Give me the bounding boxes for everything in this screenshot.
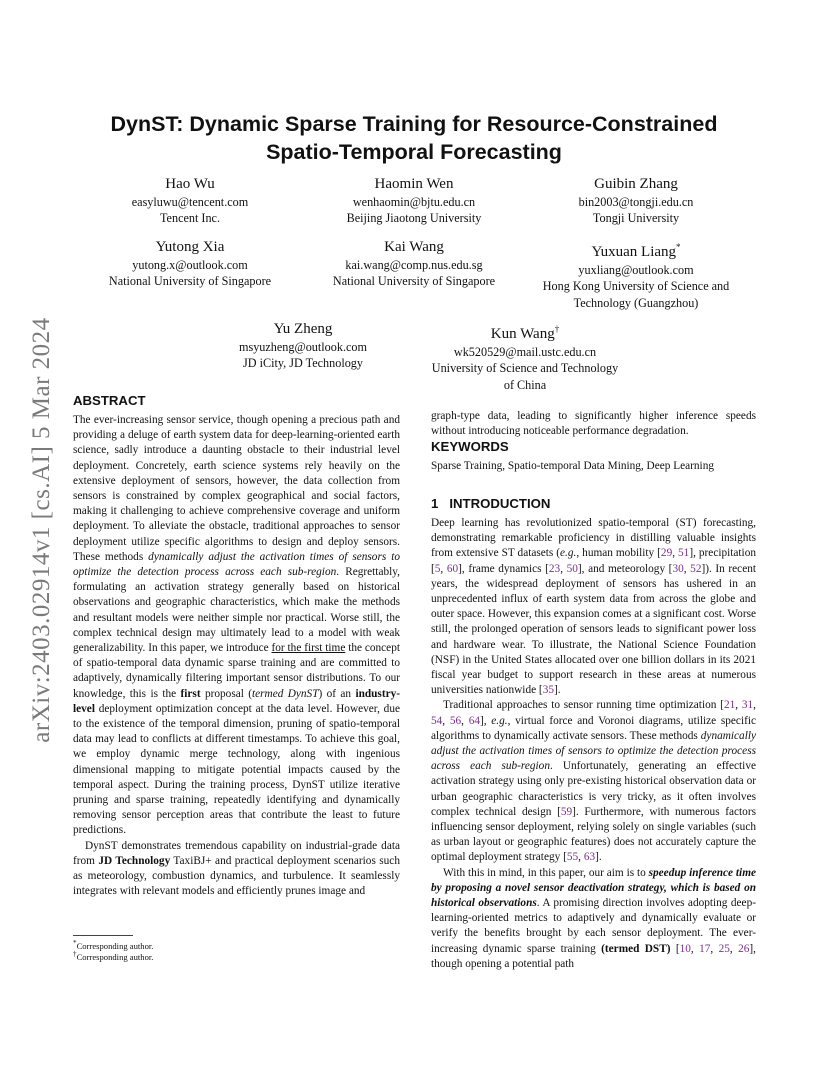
author-name: Hao Wu: [165, 176, 215, 192]
citation-link[interactable]: 52: [690, 562, 702, 575]
author-email: bin2003@tongji.edu.cn: [578, 195, 694, 209]
author-name: Haomin Wen: [374, 176, 454, 192]
abstract-body: [73, 413, 400, 900]
author-affiliation: University of Science and Technology: [431, 361, 619, 376]
abstract-heading: ABSTRACT: [73, 393, 146, 408]
citation-link[interactable]: 55: [566, 851, 579, 864]
author-email: wenhaomin@bjtu.edu.cn: [352, 195, 476, 209]
author-email: easyluwu@tencent.com: [131, 195, 249, 209]
citation-link[interactable]: 23: [548, 562, 561, 575]
abstract-paragraph-1: The ever-increasing sensor service, though opening a precious path and providing a deluge of earth system data for deep-learning-oriented earth science, sadly introduce a daunting obstacle to their industrial level deployment. Concretely, earth science systems rely heavily on the extensive deployment of sensors, however, the data collection from sensors is constrained by complex geographical and social factors, making it challenging to achieve comprehensive coverage and uniform deployment. To alleviate the obstacle, traditional approaches to sensor deployment utilize specific algorithms to design and deploy sensors. These methods dynamically adjust the activation times of sensors to optimize the detection process across each sub-region. Regrettably, formulating an activation strategy generally based on historical observations and geographic characteristics, which make the methods and resultant models were neither simple nor practical. Worse still, the complex technical design may ultimately lead to a model with weak generalizability. In this paper, we introduce for the first time the concept of spatio-temporal data dynamic sparse training and are committed to adaptively, dynamically filtering important sensor distributions. To our knowledge, this is the first proposal (termed DynST) of an industry-level deployment optimization concept at the data level. However, due to the existence of the temporal dimension, pruning of spatio-temporal data may lead to conflicts at different timestamps. To achieve this goal, we employ dynamic merge technology, along with ingenious dimensional mapping to mitigate potential impacts caused by the temporal aspect. During the training process, DynST utilize iterative pruning and sparse training, repeatedly identifying and dynamically removing sensor perception areas that contribute the least to future predictions.: [73, 414, 401, 837]
author-block: [516, 175, 756, 227]
author-block: [294, 238, 534, 290]
author-affiliation: Tencent Inc.: [159, 211, 221, 226]
author-name: Kun Wang: [490, 326, 555, 342]
footnote: *Corresponding author.: [73, 939, 154, 951]
citation-link[interactable]: 35: [542, 684, 554, 697]
citation-link[interactable]: 60: [446, 562, 459, 575]
author-email: kai.wang@comp.nus.edu.sg: [345, 258, 483, 272]
abstract-paragraph-2: DynST demonstrates tremendous capability on industrial-grade data from JD Technology TaxiBJ+ and practical deployment scenarios such as meteorology, combustion dynamics, and turbulence. It seamlessly integrates with relevant models and efficiently prunes image and: [73, 839, 400, 898]
arxiv-sidebar-stamp: [27, 295, 57, 765]
author-name: Kai Wang: [384, 239, 444, 255]
citation-link[interactable]: 29: [660, 547, 673, 560]
author-email: msyuzheng@outlook.com: [238, 340, 367, 354]
introduction-body: [431, 516, 756, 972]
author-email: yuxliang@outlook.com: [578, 263, 694, 277]
citation-link[interactable]: 51: [678, 547, 690, 560]
citation-link[interactable]: 10: [679, 942, 691, 955]
author-block: [183, 320, 423, 372]
citation-link[interactable]: 50: [566, 562, 578, 575]
abstract-continuation: [431, 409, 756, 439]
citation-link[interactable]: 56: [449, 714, 462, 727]
citation-link[interactable]: 63: [583, 851, 596, 864]
author-affiliation: Beijing Jiaotong University: [346, 211, 482, 226]
author-name: Yutong Xia: [155, 239, 225, 255]
author-block: [70, 175, 310, 227]
author-affiliation: JD iCity, JD Technology: [242, 356, 363, 371]
author-affiliation: Tongji University: [592, 211, 680, 226]
author-name-line: [516, 238, 756, 262]
citation-link[interactable]: 25: [718, 942, 730, 955]
intro-paragraph-2: Traditional approaches to sensor running time optimization [21, 31, 54, 56, 64], e.g., virtual force and Voronoi diagrams, utilize specific algorithms to dynamically activate sensors. These methods dynamically adjust the activation times of sensors to optimize the detection process across each sub-region. Unfortunately, generating an effective activation strategy using only pre-existing historical observation data or urban geographic characteristics is very tricky, as it often involves complex technical design [59]. Furthermore, with numerous factors influencing sensor deployment, relying solely on single variables (such as urban layout or geographic features) does not accurately capture the optimal deployment strategy [55, 63].: [431, 699, 756, 864]
author-name: Yu Zheng: [273, 321, 333, 337]
citation-link[interactable]: 5: [434, 562, 441, 575]
citation-link[interactable]: 59: [560, 805, 573, 818]
author-name: Yuxuan Liang: [591, 244, 677, 260]
author-email: yutong.x@outlook.com: [132, 258, 248, 272]
author-affiliation-cont: Technology (Guangzhou): [573, 295, 699, 310]
introduction-heading: 1 INTRODUCTION: [431, 496, 551, 511]
footnote: †Corresponding author.: [73, 950, 154, 962]
abstract-paragraph-2-continued: graph-type data, leading to significantly higher inference speeds without introducing noticeable performance degradation.: [431, 410, 756, 438]
author-affiliation: National University of Singapore: [108, 274, 272, 289]
footnote-rule: [73, 935, 133, 936]
author-mark: †: [554, 324, 560, 334]
citation-link[interactable]: 31: [741, 699, 754, 712]
keywords-heading: KEYWORDS: [431, 439, 509, 454]
citation-link[interactable]: 54: [431, 714, 443, 727]
citation-link[interactable]: 17: [699, 942, 711, 955]
citation-link[interactable]: 64: [468, 714, 480, 727]
author-block: [516, 238, 756, 311]
title-line-2: Spatio-Temporal Forecasting: [266, 140, 562, 164]
author-mark: *: [676, 242, 681, 252]
citation-link[interactable]: 26: [738, 942, 750, 955]
author-block: [70, 238, 310, 290]
intro-paragraph-1: Deep learning has revolutionized spatio-temporal (ST) forecasting, demonstrating remarkable proficiency in distilling valuable insights from extensive ST datasets (e.g., human mobility [29, 51], precipitation [5, 60], frame dynamics [23, 50], and meteorology [30, 52]). In recent years, the widespread deployment of sensors has ushered in an unprecedented influx of earth system data from across the globe and outer space. However, this expansion comes at a significant cost. Worse still, the prolonged operation of sensors leads to significant power loss and hardware wear. To illustrate, the National Science Foundation (NSF) in the United States allocated over one billion dollars in its 2021 fiscal year budget to support research in these areas at numerous universities nationwide [35].: [431, 517, 756, 697]
intro-paragraph-3: With this in mind, in this paper, our aim is to speedup inference time by proposing a novel sensor deactivation strategy, which is based on historical observations. A promising direction involves adopting deep-learning-oriented metrics to adaptively and dynamically evaluate or verify the benefits brought by each sensor deployment. The ever-increasing dynamic sparse training (termed DST) [10, 17, 25, 26], though opening a potential path: [431, 866, 756, 970]
citation-link[interactable]: 30: [672, 562, 684, 575]
author-name-line: [405, 320, 645, 344]
author-email: wk520529@mail.ustc.edu.cn: [453, 345, 597, 359]
author-affiliation: National University of Singapore: [332, 274, 496, 289]
author-affiliation: Hong Kong University of Science and: [542, 279, 730, 294]
keywords-text: Sparse Training, Spatio-temporal Data Mining, Deep Learning: [431, 460, 714, 472]
author-affiliation-cont: of China: [503, 377, 547, 392]
title-line-1: DynST: Dynamic Sparse Training for Resource-Constrained: [110, 112, 718, 136]
author-block: [405, 320, 645, 393]
arxiv-identifier: arXiv:2403.02914v1 [cs.AI] 5 Mar 2024: [28, 317, 55, 743]
author-block: [294, 175, 534, 227]
author-name: Guibin Zhang: [594, 176, 678, 192]
citation-link[interactable]: 21: [723, 699, 736, 712]
paper-title: [60, 110, 768, 166]
